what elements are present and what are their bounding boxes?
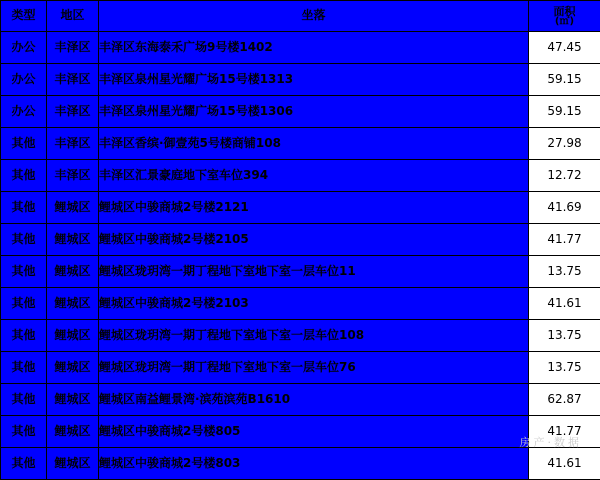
cell-region: 丰泽区 <box>47 32 99 64</box>
cell-area: 59.15 <box>529 64 600 96</box>
cell-area: 13.75 <box>529 320 600 352</box>
cell-area: 47.45 <box>529 32 600 64</box>
cell-type: 办公 <box>1 32 47 64</box>
table-row <box>1 160 600 192</box>
table-row <box>1 224 600 256</box>
cell-location: 鲤城区中骏商城2号楼2105 <box>99 224 529 256</box>
cell-type: 其他 <box>1 288 47 320</box>
watermark-text: 房产·数据 <box>520 434 583 450</box>
cell-region: 丰泽区 <box>47 160 99 192</box>
cell-area: 41.77 <box>529 224 600 256</box>
cell-area: 41.69 <box>529 192 600 224</box>
cell-location: 丰泽区泉州星光耀广场15号楼1313 <box>99 64 529 96</box>
cell-location: 鲤城区中骏商城2号楼803 <box>99 448 529 480</box>
table-header <box>1 1 600 32</box>
table-row <box>1 320 600 352</box>
cell-location: 鲤城区珑玥湾一期丁程地下室地下室一层车位108 <box>99 320 529 352</box>
column-header-region: 地区 <box>47 1 99 32</box>
cell-type: 其他 <box>1 416 47 448</box>
table-row <box>1 192 600 224</box>
cell-region: 鲤城区 <box>47 224 99 256</box>
cell-area: 62.87 <box>529 384 600 416</box>
table-row <box>1 96 600 128</box>
cell-location: 鲤城区珑玥湾一期丁程地下室地下室一层车位11 <box>99 256 529 288</box>
table-row <box>1 384 600 416</box>
cell-location: 丰泽区东海泰禾广场9号楼1402 <box>99 32 529 64</box>
column-header-type: 类型 <box>1 1 47 32</box>
cell-area: 41.61 <box>529 448 600 480</box>
cell-region: 鲤城区 <box>47 416 99 448</box>
table-row <box>1 256 600 288</box>
cell-location: 鲤城区中骏商城2号楼805 <box>99 416 529 448</box>
cell-area: 27.98 <box>529 128 600 160</box>
cell-area: 41.77 <box>529 416 600 448</box>
cell-region: 丰泽区 <box>47 64 99 96</box>
cell-location: 鲤城区中骏商城2号楼2103 <box>99 288 529 320</box>
cell-region: 鲤城区 <box>47 256 99 288</box>
cell-region: 鲤城区 <box>47 192 99 224</box>
cell-location: 鲤城区中骏商城2号楼2121 <box>99 192 529 224</box>
cell-type: 其他 <box>1 448 47 480</box>
table-row <box>1 352 600 384</box>
cell-type: 其他 <box>1 384 47 416</box>
cell-area: 12.72 <box>529 160 600 192</box>
cell-region: 鲤城区 <box>47 320 99 352</box>
column-header-area-unit: (㎡) <box>529 17 600 27</box>
cell-area: 59.15 <box>529 96 600 128</box>
cell-type: 其他 <box>1 224 47 256</box>
cell-type: 其他 <box>1 192 47 224</box>
header-row <box>1 1 600 32</box>
table-row <box>1 64 600 96</box>
cell-region: 鲤城区 <box>47 352 99 384</box>
cell-region: 鲤城区 <box>47 384 99 416</box>
cell-type: 办公 <box>1 64 47 96</box>
cell-type: 其他 <box>1 160 47 192</box>
column-header-area-label: 面积 <box>554 5 576 18</box>
cell-location: 丰泽区汇景豪庭地下室车位394 <box>99 160 529 192</box>
cell-type: 其他 <box>1 256 47 288</box>
cell-region: 丰泽区 <box>47 96 99 128</box>
cell-type: 其他 <box>1 320 47 352</box>
cell-type: 其他 <box>1 128 47 160</box>
table-row <box>1 32 600 64</box>
table-row <box>1 128 600 160</box>
cell-area: 41.61 <box>529 288 600 320</box>
column-header-location: 坐落 <box>99 1 529 32</box>
cell-location: 鲤城区珑玥湾一期丁程地下室地下室一层车位76 <box>99 352 529 384</box>
table-row <box>1 448 600 480</box>
cell-area: 13.75 <box>529 256 600 288</box>
cell-location: 丰泽区香缤·御壹苑5号楼商铺108 <box>99 128 529 160</box>
column-header-area <box>529 1 600 32</box>
table-row <box>1 288 600 320</box>
table-row <box>1 416 600 448</box>
cell-region: 丰泽区 <box>47 128 99 160</box>
cell-type: 其他 <box>1 352 47 384</box>
cell-type: 办公 <box>1 96 47 128</box>
cell-region: 鲤城区 <box>47 288 99 320</box>
table-body <box>1 32 600 480</box>
cell-location: 鲤城区南益鲤景湾·滨苑滨苑B1610 <box>99 384 529 416</box>
cell-area: 13.75 <box>529 352 600 384</box>
cell-location: 丰泽区泉州星光耀广场15号楼1306 <box>99 96 529 128</box>
cell-region: 鲤城区 <box>47 448 99 480</box>
